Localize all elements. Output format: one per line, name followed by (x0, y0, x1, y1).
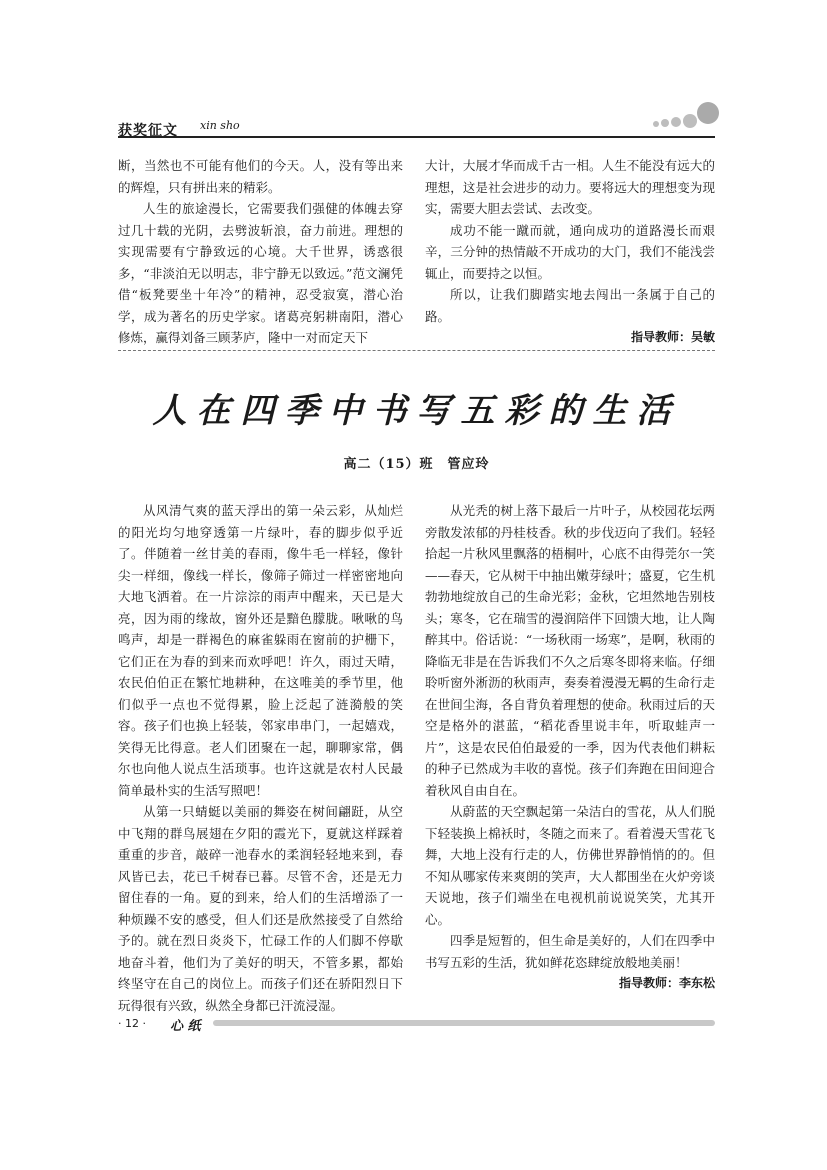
decorative-dots-icon (635, 102, 715, 136)
paragraph: 大计，大展才华而成千古一相。人生不能没有远大的理想，这是社会进步的动力。要将远大的理想变为现实，需要大胆去尝试、去改变。 (425, 158, 715, 216)
magazine-logo: 心 纸 (170, 1019, 201, 1034)
paragraph: 人生的旅途漫长，它需要我们强健的体魄去穿过几十载的光阴，去劈波斩浪，奋力前进。理想的实现需要有宁静致远的心境。大千世界，诱惑很多，“非淡泊无以明志，非宁静无以致远。”范文澜凭借“板凳要坐十年冷”的精神，忍受寂寞，潜心治学，成为著名的历史学家。诸葛亮躬耕南阳，潜心修炼，赢得刘备三顾茅庐，隆中一对而定天下 (118, 201, 403, 345)
paragraph: 从蔚蓝的天空飘起第一朵洁白的雪花，从人们脱下轻装换上棉袄时，冬随之而来了。看着漫天雪花飞舞，大地上没有行走的人，仿佛世界静悄悄的的。但不知从哪家传来爽朗的笑声，大人都围坐在火炉旁谈天说地，孩子们端坐在电视机前说说笑笑，尤其开心。 (425, 804, 715, 927)
section-title: 获奖征文 (118, 123, 178, 139)
article-title: 人在四季中书写五彩的生活 (152, 391, 681, 431)
header-rule (118, 136, 715, 138)
teacher-signature: 指导教师：李东松 (618, 976, 715, 990)
paragraph: 四季是短暂的，但生命是美好的，人们在四季中书写五彩的生活，犹如鲜花恣肆绽放般地美丽！ (425, 933, 715, 970)
paragraph: 从风清气爽的蓝天浮出的第一朵云彩，从灿烂的阳光均匀地穿透第一片绿叶，春的脚步似乎近了。伴随着一丝甘美的春雨，像牛毛一样轻，像针尖一样细，像线一样长，像筛子筛过一样密密地向大地飞洒着。在一片淙淙的雨声中醒来，天已是大亮，因为雨的缘故，窗外还是黯色朦胧。啾啾的鸟鸣声，却是一群褐色的麻雀躲雨在窗前的护栅下，它们正在为春的到来而欢呼吧！许久，雨过天晴，农民伯伯正在繁忙地耕种，在这唯美的季节里，他们似乎一点也不觉得累，脸上泛起了涟漪般的笑容。孩子们也换上轻装，邻家串串门，一起嬉戏，笑得无比得意。老人们团聚在一起，聊聊家常，偶尔也向他人说点生活琐事。也许这就是农村人民最简单最朴实的生活写照吧！ (118, 503, 403, 798)
article-left-column (118, 500, 403, 1016)
article-right-column (425, 500, 715, 995)
page-footer (118, 1015, 715, 1033)
section-pinyin: xin sho (200, 119, 240, 132)
paragraph: 所以，让我们脚踏实地去闯出一条属于自己的路。 (425, 287, 715, 324)
prev-teacher-signature: 指导教师：吴敏 (630, 330, 715, 344)
section-divider (118, 350, 715, 351)
page-header (118, 112, 715, 139)
paragraph: 从第一只蜻蜓以美丽的舞姿在树间翩跹，从空中飞翔的群鸟展翅在夕阳的霞光下，夏就这样踩着重重的步音，敲碎一池春水的柔润轻轻地来到，春风皆已去，花已千树春已暮。尽管不舍，还是无力留住春的一角。夏的到来，给人们的生活增添了一种烦躁不安的感受，但人们还是欣然接受了自然给予的。就在烈日炎炎下，忙碌工作的人们脚不停歇地奋斗着，他们为了美好的明天，不管多累，都始终坚守在自己的岗位上。而孩子们还在骄阳烈日下玩得很有兴致，纵然全身都已汗流浸湿。 (118, 804, 403, 1013)
paragraph: 断，当然也不可能有他们的今天。人，没有等出来的辉煌，只有拼出来的精彩。 (118, 158, 403, 195)
prev-article-left-column (118, 155, 403, 349)
paragraph: 成功不能一蹴而就，通向成功的道路漫长而艰辛，三分钟的热情敲不开成功的大门，我们不能浅尝辄止，而要持之以恒。 (425, 222, 715, 281)
footer-bar (213, 1020, 715, 1026)
prev-article-right-column (425, 155, 715, 349)
page-number: · 12 · (118, 1017, 146, 1030)
paragraph: 从光秃的树上落下最后一片叶子，从校园花坛两旁散发浓郁的丹桂枝香。秋的步伐迈向了我们。轻轻拾起一片秋风里飘落的梧桐叶，心底不由得莞尔一笑——春天，它从树干中抽出嫩芽绿叶；盛夏，它生机勃勃地绽放自己的生命光彩；金秋，它坦然地告别枝头；寒冬，它在瑞雪的漫润陪伴下回馈大地，让人陶醉其中。俗话说：“一场秋雨一场寒”，是啊，秋雨的降临无非是在告诉我们不久之后寒冬即将来临。仔细聆听窗外淅沥的秋雨声，奏奏着漫漫无羁的生命行走在世间尘海，各自背负着理想的使命。秋雨过后的天空是格外的湛蓝，“稻花香里说丰年，听取蛙声一片”，这是农民伯伯最爱的一季，因为代表他们耕耘的种子已然成为丰收的喜悦。孩子们奔跑在田间迎合着秋风自由自在。 (425, 503, 715, 798)
article-byline: 高二（15）班 管应玲 (343, 457, 490, 472)
